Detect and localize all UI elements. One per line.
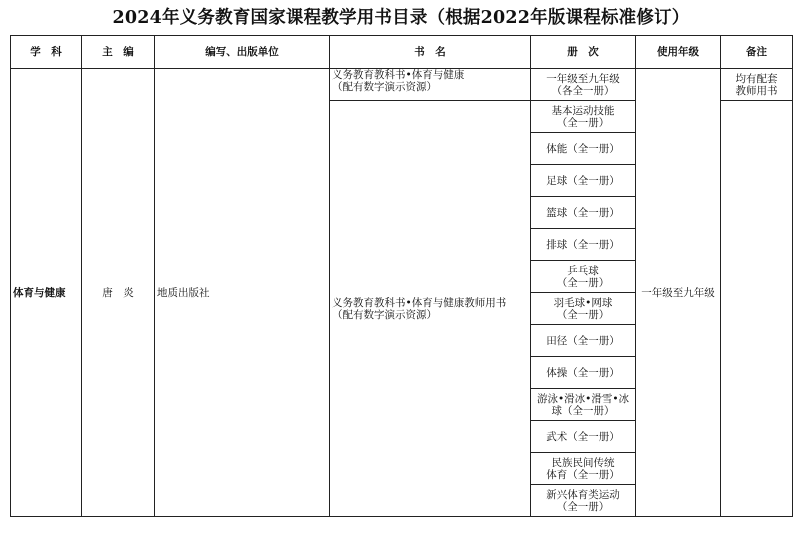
volume-line: （全一册）: [556, 116, 610, 129]
grade-cell: 一年级至九年级: [636, 69, 721, 517]
volume-cell: [531, 485, 636, 517]
volume-line: 游泳•滑冰•滑雪•冰: [536, 392, 630, 405]
notes-empty-cell: [721, 101, 793, 517]
book-name-cell: [330, 69, 531, 101]
volume-line: 一年级至九年级: [546, 72, 620, 85]
volume-cell: [531, 357, 636, 389]
volume-line: 基本运动技能: [551, 104, 615, 117]
volume-cell: [531, 101, 636, 133]
header-editor: 主 编: [82, 36, 155, 69]
volume-line: 体操（全一册）: [546, 366, 620, 379]
volume-line: 武术（全一册）: [546, 430, 620, 443]
volume-line: 田径（全一册）: [546, 334, 620, 347]
volume-cell: [531, 389, 636, 421]
book-name-line: （配有数字演示资源）: [332, 81, 437, 93]
volume-cell: [531, 421, 636, 453]
volume-line: 体能（全一册）: [546, 142, 620, 155]
volume-cell: [531, 133, 636, 165]
teacher-book-name-cell: [330, 101, 531, 517]
subject-cell: 体育与健康: [11, 69, 82, 517]
volume-cell: [531, 293, 636, 325]
publisher-cell: 地质出版社: [155, 69, 330, 517]
volume-cell: [531, 229, 636, 261]
editor-cell: 唐 炎: [82, 69, 155, 517]
notes-line: 教师用书: [735, 84, 778, 97]
book-name-line: （配有数字演示资源）: [332, 308, 437, 321]
header-grade: 使用年级: [636, 36, 721, 69]
header-notes: 备注: [721, 36, 793, 69]
volume-line: 足球（全一册）: [546, 174, 620, 187]
volume-line: 排球（全一册）: [546, 238, 620, 251]
header-subject: 学 科: [11, 36, 82, 69]
page-title: 2024年义务教育国家课程教学用书目录（根据2022年版课程标准修订）: [112, 8, 690, 28]
volume-line: 民族民间传统: [551, 456, 615, 469]
catalog-table: [10, 35, 793, 517]
volume-line: 新兴体育类运动: [546, 488, 620, 501]
volume-cell: [531, 325, 636, 357]
volume-line: （各全一册）: [551, 84, 615, 97]
volume-cell: [531, 165, 636, 197]
volume-line: 体育（全一册）: [546, 468, 620, 481]
header-volume: 册 次: [531, 36, 636, 69]
volume-line: （全一册）: [556, 276, 610, 289]
book-name-line: 义务教育教科书•体育与健康: [332, 69, 465, 81]
volume-cell: [531, 69, 636, 101]
volume-cell: [531, 197, 636, 229]
table-row: [11, 69, 793, 101]
volume-line: 篮球（全一册）: [546, 206, 620, 219]
header-book-name: 书 名: [330, 36, 531, 69]
book-name-line: 义务教育教科书•体育与健康教师用书: [332, 296, 507, 309]
volume-line: （全一册）: [556, 308, 610, 321]
volume-line: 羽毛球•网球: [553, 296, 613, 309]
volume-line: （全一册）: [556, 500, 610, 513]
volume-cell: [531, 453, 636, 485]
header-publisher: 编写、出版单位: [155, 36, 330, 69]
volume-cell: [531, 261, 636, 293]
notes-cell: [721, 69, 793, 101]
volume-line: 球（全一册）: [551, 404, 615, 417]
notes-line: 均有配套: [735, 72, 778, 85]
volume-line: 乒乓球: [567, 264, 599, 277]
header-row: [11, 36, 793, 69]
